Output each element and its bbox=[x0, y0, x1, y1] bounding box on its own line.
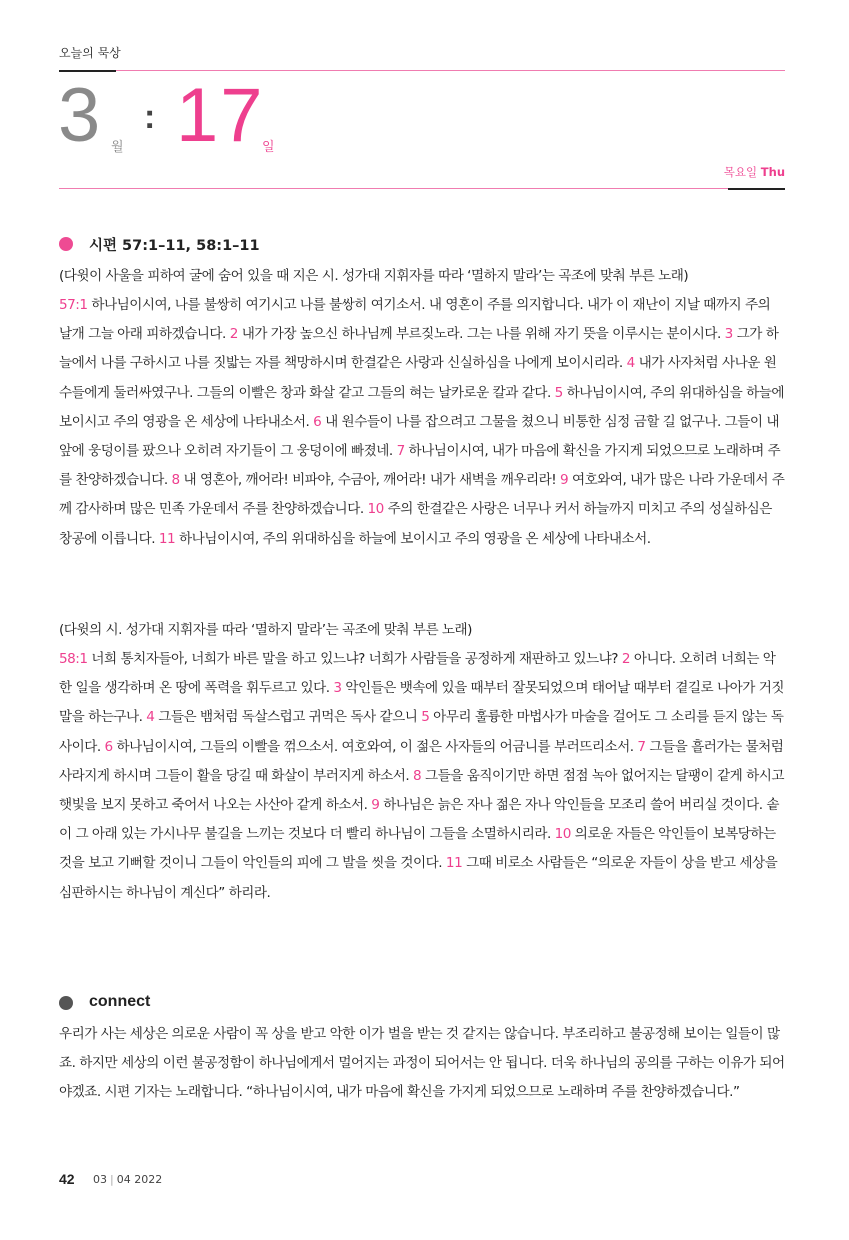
verse-text: 너희 통치자들아, 너희가 바른 말을 하고 있느냐? 너희가 사람들을 공정하게 재판하고 있느냐? bbox=[91, 651, 619, 667]
connect-body: 우리가 사는 세상은 의로운 사람이 꼭 상을 받고 악한 이가 벌을 받는 것 같지는 않습니다. 부조리하고 불공정해 보이는 일들이 많죠. 하지만 세상의 이런 불공정함이 하나님에게서 멀어지는 과정이 되어서는 안 됩니다. 더욱 하나님의 공의를 구하는 이유가 되어야겠죠. 시편 기자는 노래합니다. “하나님이시여, 내가 마음에 확신을 가지게 되었으므로 노래하며 주를 찬양하겠습니다.” bbox=[59, 1026, 785, 1101]
verse-text: 하나님이시여, 주의 위대하심을 하늘에 보이시고 주의 영광을 온 세상에 나타내소서. bbox=[59, 384, 784, 430]
verse-number: 5 bbox=[421, 709, 430, 726]
verse-text: 주의 한결같은 사랑은 너무나 커서 하늘까지 미치고 주의 성실하심은 창공에 이릅니다. bbox=[59, 501, 772, 547]
verse-text: 하나님이시여, 내가 마음에 확신을 가지게 되었으므로 노래하며 주를 찬양하겠습니다. bbox=[59, 443, 781, 489]
weekday bbox=[724, 164, 785, 180]
day-unit: 일 bbox=[262, 140, 275, 155]
verse-number: 7 bbox=[637, 738, 646, 755]
verse-number: 58:1 bbox=[59, 651, 88, 667]
psalm57-body bbox=[59, 291, 786, 554]
mid-rule-pink bbox=[59, 188, 728, 189]
scripture-title: 시편 57:1–11, 58:1–11 bbox=[89, 238, 260, 254]
verse-text: 내 원수들이 나를 잡으려고 그물을 쳤으니 비통한 심정 금할 길 없구나. 그들이 내 앞에 웅덩이를 팠으나 오히려 자기들이 그 웅덩이에 빠졌네. bbox=[59, 413, 779, 460]
verse-text: 그들을 움직이기만 하면 점점 녹아 없어지는 달팽이 같게 하시고 햇빛을 보지 못하고 죽어서 나오는 사산아 같게 하소서. bbox=[59, 767, 784, 814]
verse-number: 5 bbox=[554, 384, 563, 401]
verse-number: 3 bbox=[724, 326, 733, 343]
verse-text: 악인들은 뱃속에 있을 때부터 잘못되었으며 태어날 때부터 곁길로 나아가 거짓말을 하는구나. bbox=[59, 680, 784, 726]
verse-number: 9 bbox=[371, 797, 380, 814]
mid-rule-dark bbox=[728, 188, 785, 190]
page-number: 42 bbox=[59, 1171, 75, 1187]
verse-number: 2 bbox=[621, 651, 630, 667]
verse-number: 6 bbox=[313, 413, 322, 430]
connect-title: connect bbox=[89, 993, 151, 1010]
verse-number: 11 bbox=[158, 530, 176, 547]
verse-number: 3 bbox=[333, 680, 342, 697]
day-number: 17 bbox=[176, 73, 265, 158]
verse-number: 10 bbox=[367, 501, 384, 518]
verse-text: 내가 가장 높으신 하나님께 부르짖노라. 그는 나를 위해 자기 뜻을 이루시는 분이시다. bbox=[241, 326, 721, 343]
verse-text: 그가 하늘에서 나를 구하시고 나를 짓밟는 자를 책망하시며 한결같은 사랑과 신실하심을 나에게 보이시리라. bbox=[59, 326, 779, 372]
verse-text: 내 영혼아, 깨어라! 비파야, 수금아, 깨어라! 내가 새벽을 깨우리라! bbox=[183, 472, 557, 489]
scripture-bullet-icon bbox=[59, 237, 73, 251]
month-unit: 월 bbox=[111, 140, 124, 155]
verse-number: 8 bbox=[171, 472, 180, 489]
verse-number: 8 bbox=[413, 767, 422, 784]
verse-number: 10 bbox=[554, 826, 571, 843]
verse-text: 의로운 자들은 악인들이 보복당하는 것을 보고 기뻐할 것이니 그들이 악인들의 피에 그 발을 씻을 것이다. bbox=[59, 826, 776, 872]
verse-text: 내가 사자처럼 사나운 원수들에게 둘러싸였구나. 그들의 이빨은 창과 화살 같고 그들의 혀는 날카로운 칼과 같다. bbox=[59, 355, 777, 401]
verse-number: 6 bbox=[104, 738, 113, 755]
psalm58-header: (다윗의 시. 성가대 지휘자를 따라 ‘멸하지 말라’는 곡조에 맞춰 부른 노래) bbox=[59, 622, 472, 638]
connect-bullet-icon bbox=[59, 996, 73, 1010]
verse-number: 4 bbox=[146, 709, 155, 726]
verse-text: 아무리 훌륭한 마법사가 마술을 걸어도 그 소리를 듣지 않는 독사이다. bbox=[59, 709, 784, 755]
issue-year: 04 2022 bbox=[116, 1173, 163, 1186]
verse-number: 7 bbox=[396, 443, 405, 460]
month-number: 3 bbox=[58, 73, 101, 158]
verse-number: 11 bbox=[445, 855, 463, 872]
psalm57-header: (다윗이 사울을 피하여 굴에 숨어 있을 때 지은 시. 성가대 지휘자를 따라 ‘멸하지 말라’는 곡조에 맞춰 부른 노래) bbox=[59, 268, 689, 284]
psalm58-body bbox=[59, 645, 786, 908]
verse-text: 하나님은 늙은 자나 젊은 자나 악인들을 모조리 쓸어 버리실 것이다. 솥이 그 아래 있는 가시나무 불길을 느끼는 것보다 더 빨리 하나님이 그들을 소멸하시리라. bbox=[59, 797, 779, 843]
verse-number: 57:1 bbox=[59, 297, 88, 313]
verse-text: 하나님이시여, 주의 위대하심을 하늘에 보이시고 주의 영광을 온 세상에 나타내소서. bbox=[179, 530, 651, 547]
verse-number: 2 bbox=[229, 326, 238, 343]
section-label: 오늘의 묵상 bbox=[59, 46, 121, 60]
verse-number: 9 bbox=[560, 472, 569, 489]
verse-text: 하나님이시여, 그들의 이빨을 꺾으소서. 여호와여, 이 젊은 사자들의 어금니를 부러뜨리소서. bbox=[116, 738, 634, 755]
issue-info bbox=[93, 1173, 162, 1186]
verse-text: 그들을 흘러가는 물처럼 사라지게 하시며 그들이 활을 당길 때 화살이 부러지게 하소서. bbox=[59, 738, 784, 784]
weekday-english: Thu bbox=[760, 165, 785, 179]
weekday-korean: 목요일 bbox=[723, 165, 758, 179]
verse-number: 4 bbox=[626, 355, 635, 372]
verse-text: 하나님이시여, 나를 불쌍히 여기시고 나를 불쌍히 여기소서. 내 영혼이 주를 의지합니다. 내가 이 재난이 지날 때까지 주의 날개 그늘 아래 피하겠습니다. bbox=[59, 297, 771, 343]
verse-text: 아니다. 오히려 너희는 악한 일을 생각하며 온 땅에 폭력을 휘두르고 있다. bbox=[59, 651, 776, 697]
verse-text: 그때 비로소 사람들은 “의로운 자들이 상을 받고 세상을 심판하시는 하나님이 계신다” 하리라. bbox=[59, 855, 778, 901]
issue-month: 03 bbox=[93, 1173, 107, 1186]
verse-text: 그들은 뱀처럼 독살스럽고 귀먹은 독사 같으니 bbox=[158, 709, 418, 726]
top-rule-pink bbox=[116, 70, 785, 71]
verse-text: 여호와여, 내가 많은 나라 가운데서 주께 감사하며 많은 민족 가운데서 주를 찬양하겠습니다. bbox=[59, 472, 785, 518]
date-colon: : bbox=[144, 98, 156, 136]
top-rule-dark bbox=[59, 70, 116, 72]
issue-separator: | bbox=[110, 1173, 114, 1186]
